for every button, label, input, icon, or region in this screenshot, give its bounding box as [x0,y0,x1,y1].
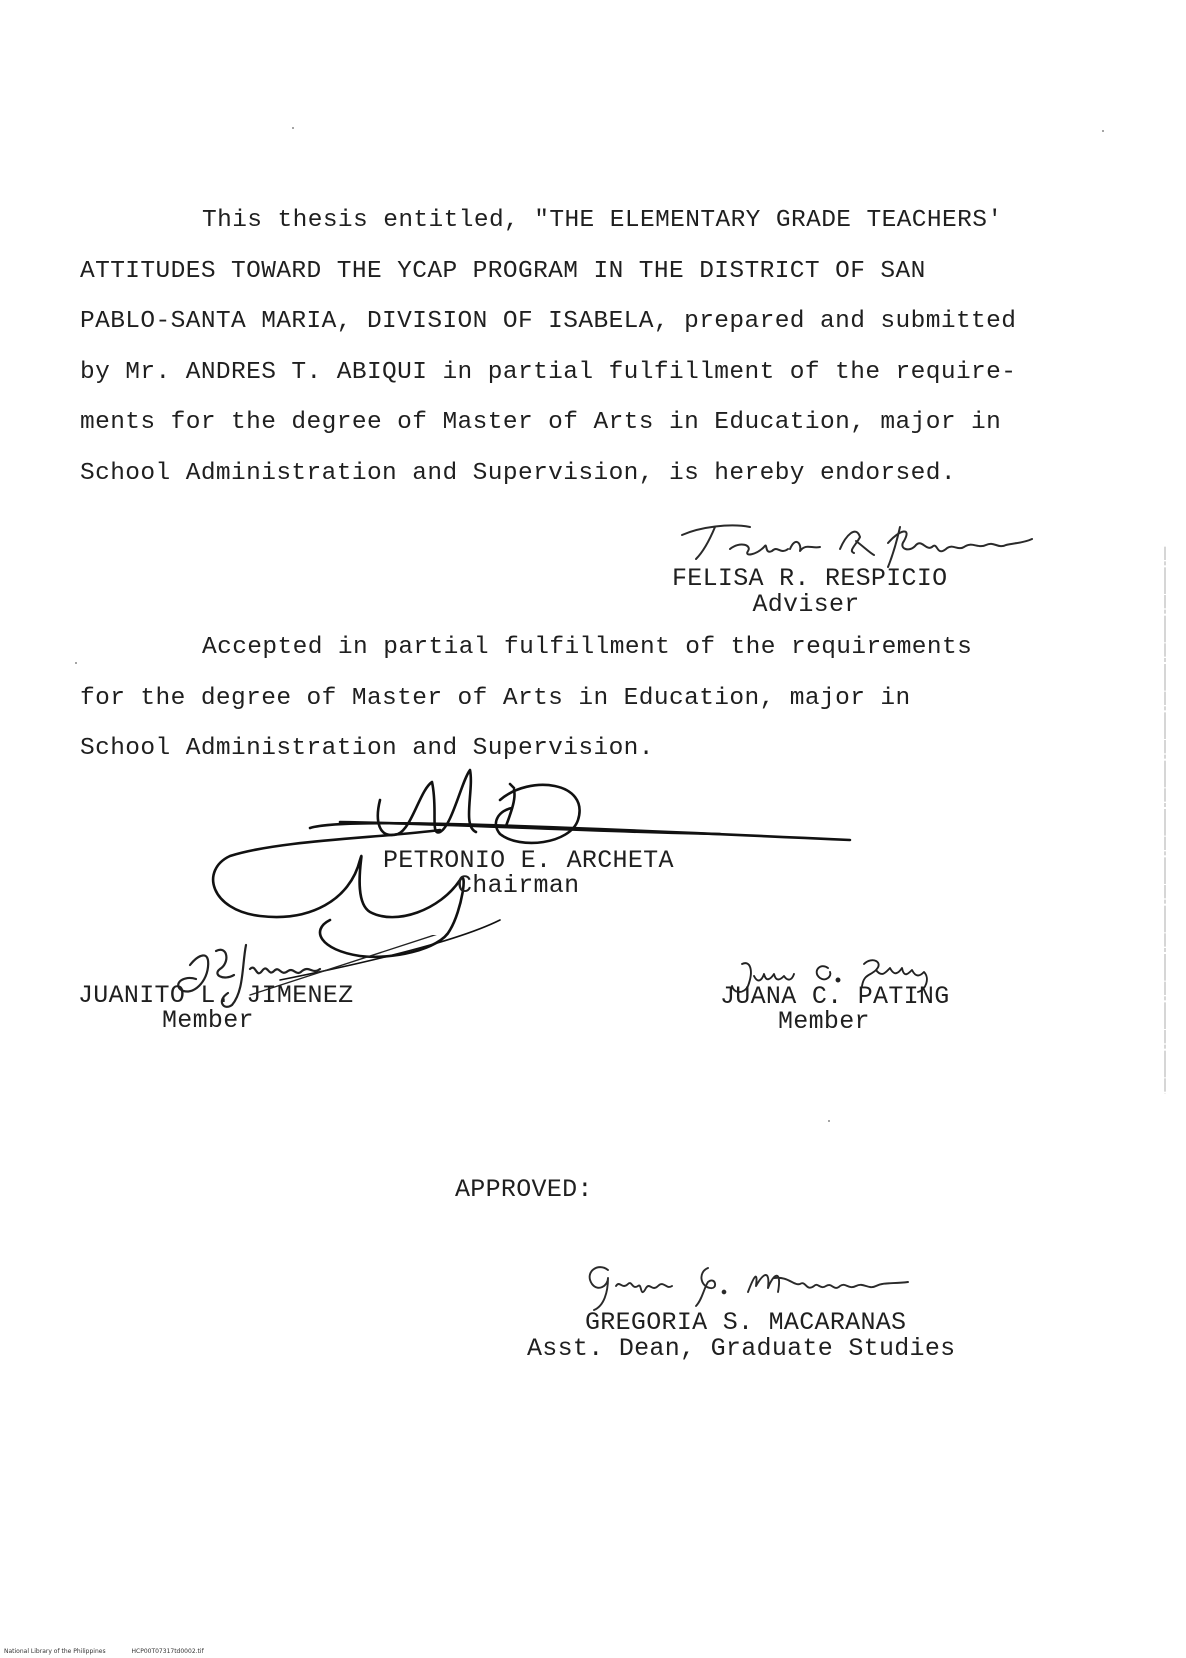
adviser-name: FELISA R. RESPICIO [672,564,948,593]
endorsement-line: ATTITUDES TOWARD THE YCAP PROGRAM IN THE DISTRICT OF SAN [80,257,926,285]
approval-role: Asst. Dean, Graduate Studies [527,1334,956,1363]
approval-name: GREGORIA S. MACARANAS [585,1308,907,1337]
adviser-role: Adviser [752,590,860,619]
scan-speck [75,662,77,664]
chairman-name: PETRONIO E. ARCHETA [383,846,674,875]
endorsement-line: This thesis entitled, "THE ELEMENTARY GRADE TEACHERS' [202,207,1003,234]
footer-file-id: HCP00T07317td0002.tif [131,1648,204,1655]
scan-edge-line [1164,0,1166,1640]
acceptance-line: Accepted in partial fulfillment of the requirements [202,634,973,661]
approved-label: APPROVED: [455,1175,593,1204]
member-right-name: JUANA C. PATING [720,982,950,1011]
scan-footer [4,1648,228,1655]
endorsement-line: PABLO-SANTA MARIA, DIVISION OF ISABELA, prepared and submitted [80,308,1017,335]
endorsement-line: School Administration and Supervision, is hereby endorsed. [80,459,956,487]
acceptance-line: for the degree of Master of Arts in Education, major in [80,684,911,712]
scan-speck [292,127,294,129]
footer-library: National Library of the Philippines [4,1648,106,1655]
endorsement-line: ments for the degree of Master of Arts in Education, major in [80,409,1002,436]
member-left-name: JUANITO L. JIMENEZ [78,981,354,1010]
chairman-role: Chairman [457,871,580,900]
acceptance-paragraph [80,623,1040,775]
scan-speck [828,1120,830,1122]
acceptance-line: School Administration and Supervision. [80,735,654,762]
scan-speck [1102,130,1104,132]
endorsement-paragraph [80,196,1040,499]
endorsement-line: by Mr. ANDRES T. ABIQUI in partial fulfillment of the require- [80,358,1017,386]
member-left-role: Member [162,1006,254,1035]
member-right-role: Member [778,1007,870,1036]
